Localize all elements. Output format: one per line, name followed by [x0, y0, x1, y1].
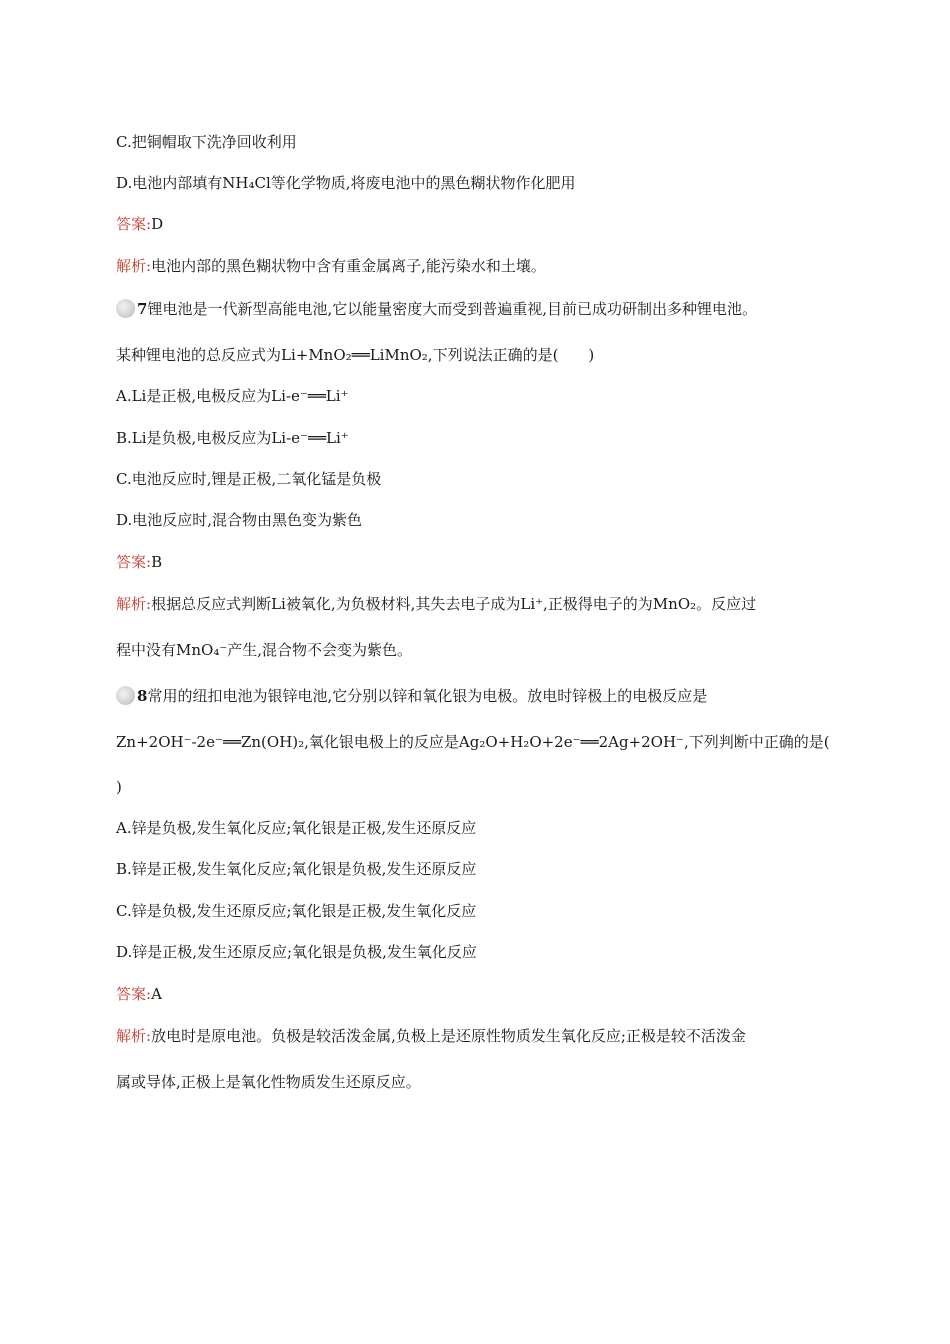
question-bubble-icon — [116, 686, 135, 705]
answer-label: 答案: — [116, 985, 152, 1003]
answer-value: B — [151, 553, 163, 571]
q8-option-b: B.锌是正极,发生氧化反应;氧化银是负极,发生还原反应 — [116, 860, 477, 878]
q7-analysis-line2: 程中没有MnO₄⁻产生,混合物不会变为紫色。 — [116, 641, 413, 659]
answer-label: 答案: — [116, 553, 152, 571]
question-8-stem-line2: Zn+2OH⁻-2e⁻══Zn(OH)₂,氧化银电极上的反应是Ag₂O+H₂O+2e⁻══2Ag+2OH⁻,下列判断中正确的是( — [116, 733, 830, 751]
analysis-text: 根据总反应式判断Li被氧化,为负极材料,其失去电子成为Li⁺,正极得电子的为MnO₂。反应过 — [151, 595, 757, 613]
analysis-text: 电池内部的黑色糊状物中含有重金属离子,能污染水和土壤。 — [151, 257, 546, 275]
q8-option-d: D.锌是正极,发生还原反应;氧化银是负极,发生氧化反应 — [116, 943, 477, 961]
q7-option-a: A.Li是正极,电极反应为Li-e⁻══Li⁺ — [116, 387, 349, 405]
analysis-label: 解析: — [116, 257, 152, 275]
q7-option-c: C.电池反应时,锂是正极,二氧化锰是负极 — [116, 470, 382, 488]
analysis-text: 放电时是原电池。负极是较活泼金属,负极上是还原性物质发生氧化反应;正极是较不活泼金 — [151, 1027, 746, 1045]
question-8-stem-line1 — [116, 686, 846, 706]
prev-option-c: C.把铜帽取下洗净回收利用 — [116, 133, 297, 151]
q8-option-a: A.锌是负极,发生氧化反应;氧化银是正极,发生还原反应 — [116, 819, 477, 837]
question-bubble-icon — [116, 299, 135, 318]
q7-option-d: D.电池反应时,混合物由黑色变为紫色 — [116, 511, 363, 529]
q8-option-c: C.锌是负极,发生还原反应;氧化银是正极,发生氧化反应 — [116, 902, 477, 920]
prev-analysis — [116, 256, 846, 276]
prev-answer — [116, 214, 846, 234]
prev-option-d: D.电池内部填有NH₄Cl等化学物质,将废电池中的黑色糊状物作化肥用 — [116, 174, 576, 192]
question-8-stem-line3: ) — [116, 778, 122, 796]
question-number: 7 — [137, 300, 148, 318]
q8-answer — [116, 984, 846, 1004]
question-number: 8 — [137, 687, 148, 705]
q7-answer — [116, 552, 846, 572]
analysis-label: 解析: — [116, 595, 152, 613]
answer-label: 答案: — [116, 215, 152, 233]
q7-option-b: B.Li是负极,电极反应为Li-e⁻══Li⁺ — [116, 429, 349, 447]
answer-value: A — [151, 985, 162, 1003]
question-7-stem-line2: 某种锂电池的总反应式为Li+MnO₂══LiMnO₂,下列说法正确的是( ) — [116, 346, 595, 364]
q7-analysis-line1 — [116, 594, 846, 614]
q8-analysis-line2: 属或导体,正极上是氧化性物质发生还原反应。 — [116, 1073, 421, 1091]
answer-value: D — [151, 215, 164, 233]
q8-analysis-line1 — [116, 1026, 846, 1046]
question-stem: 锂电池是一代新型高能电池,它以能量密度大而受到普遍重视,目前已成功研制出多种锂电池。 — [147, 300, 757, 318]
analysis-label: 解析: — [116, 1027, 152, 1045]
question-7-stem-line1 — [116, 299, 846, 319]
question-stem: 常用的纽扣电池为银锌电池,它分别以锌和氧化银为电极。放电时锌极上的电极反应是 — [147, 687, 708, 705]
